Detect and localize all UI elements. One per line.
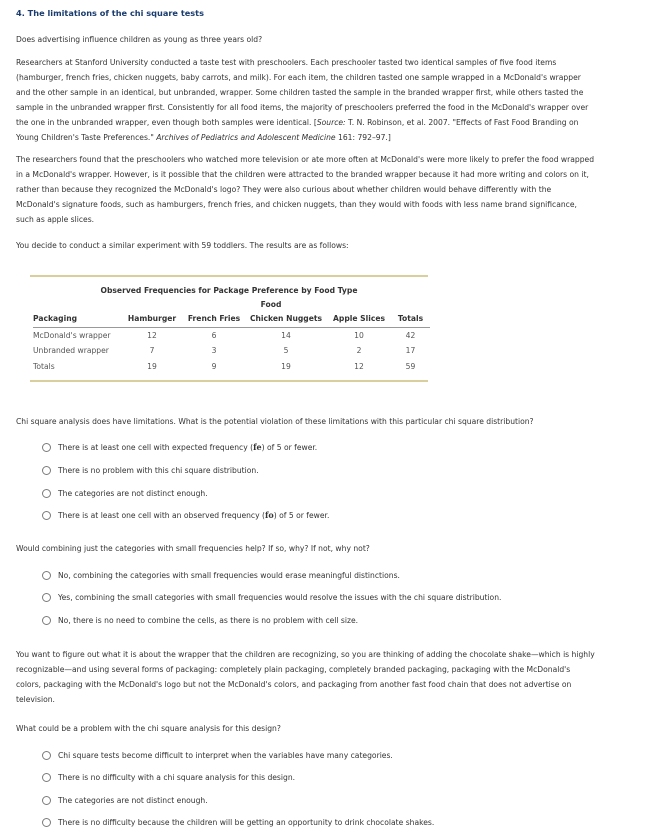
option-text: There is no difficulty because the children will be getting an opportunity to drink chocolate shakes.	[58, 817, 435, 827]
q1-option-3[interactable]	[42, 487, 208, 499]
radio-button[interactable]	[42, 751, 51, 760]
study-text: Researchers at Stanford University conducted a taste test with preschoolers. Each preschooler tasted two identical samples of five food items (hamburger, french fries, chicken nuggets, baby carrots, and milk). For each item, the children tasted one sample wrapped in a McDonald's wrapper and the other sample in an identical, but unbranded, wrapper. Some children tasted the sample in the branded wrapper first, while others tasted the sample in the unbranded wrapper first. Consistently for all food items, the majority of preschoolers preferred the food in the McDonald's wrapper over the one in the unbranded wrapper, even though both samples were identical. [	[16, 58, 589, 128]
table-cell: 7	[149, 346, 155, 356]
option-text: No, there is no need to combine the cells, as there is no problem with cell size.	[58, 615, 359, 625]
table-header-row	[33, 311, 430, 327]
option-text: The categories are not distinct enough.	[58, 795, 208, 805]
table-cell: 19	[147, 362, 157, 372]
table-group-label: Food	[260, 300, 282, 309]
table-cell: 6	[211, 330, 217, 340]
table-cell: 42	[405, 330, 416, 340]
q3-option-3[interactable]	[42, 794, 208, 806]
column-header: Apple Slices	[327, 311, 391, 327]
option-text: No, combining the categories with small frequencies would erase meaningful distinctions.	[58, 570, 400, 580]
source-text: T. N. Robinson, et al. 2007. "Effects of Fast Food Branding on Young Children's Taste Preferences."	[16, 118, 579, 143]
table-cell: 5	[283, 346, 289, 356]
question-3-prompt: What could be a problem with the chi square analysis for this design?	[16, 724, 281, 733]
radio-button[interactable]	[42, 796, 51, 805]
table-cell: 9	[211, 362, 217, 372]
table-title: Observed Frequencies for Package Preference by Food Type	[100, 286, 358, 295]
column-header: Packaging	[33, 311, 121, 327]
column-header: Totals	[391, 311, 430, 327]
table-row	[33, 343, 430, 359]
q2-option-1[interactable]	[42, 569, 400, 581]
q1-option-2[interactable]	[42, 464, 259, 476]
option-text: Yes, combining the small categories with small frequencies would resolve the issues with the chi square distribution.	[58, 592, 502, 602]
column-header: Chicken Nuggets	[245, 311, 327, 327]
radio-button[interactable]	[42, 466, 51, 475]
study-paragraph	[16, 55, 596, 146]
option-text: There is no problem with this chi square distribution.	[58, 465, 259, 475]
source-label: Source:	[316, 118, 346, 128]
option-text: The categories are not distinct enough.	[58, 488, 208, 498]
q2-option-3[interactable]	[42, 614, 358, 626]
q3-option-2[interactable]	[42, 771, 295, 783]
q1-option-4[interactable]	[42, 509, 329, 521]
table-row	[33, 359, 430, 375]
row-label: Totals	[33, 362, 55, 372]
table-row	[33, 327, 430, 343]
observed-frequency-symbol: fo	[264, 510, 274, 520]
radio-button[interactable]	[42, 511, 51, 520]
journal-name: Archives of Pediatrics and Adolescent Medicine	[156, 133, 336, 143]
q3-option-1[interactable]	[42, 749, 393, 761]
findings-paragraph: The researchers found that the preschoolers who watched more television or ate more often at McDonald's were more likely to prefer the food wrapped in a McDonald's wrapper. However, is it possible that the children were attracted to the branded wrapper because it had more writing and colors on it, rather than because they recognized the McDonald's logo? They were also curious about whether children would behave differently with the McDonald's signature foods, such as hamburgers, french fries, and chicken nuggets, than they would with foods with less name brand significance, such as apple slices.	[16, 155, 595, 225]
table-cell: 12	[354, 362, 364, 372]
source-end: 161: 792–97.]	[335, 133, 391, 143]
column-header: French Fries	[183, 311, 245, 327]
table-cell: 19	[281, 362, 291, 372]
question-2-prompt: Would combining just the categories with small frequencies help? If so, why? If not, why not?	[16, 544, 370, 553]
experiment-paragraph: You decide to conduct a similar experiment with 59 toddlers. The results are as follows:	[16, 241, 349, 250]
expected-frequency-symbol: fe	[253, 442, 262, 452]
option-text: There is no difficulty with a chi square analysis for this design.	[58, 772, 296, 782]
table-cell: 17	[405, 346, 416, 356]
radio-button[interactable]	[42, 818, 51, 827]
table-cell: 2	[356, 346, 362, 356]
row-label: Unbranded wrapper	[33, 346, 109, 356]
table-cell: 12	[147, 330, 157, 340]
table-cell: 3	[211, 346, 217, 356]
option-text: Chi square tests become difficult to interpret when the variables have many categories.	[58, 750, 393, 760]
column-header: Hamburger	[121, 311, 183, 327]
radio-button[interactable]	[42, 773, 51, 782]
design-paragraph: You want to figure out what it is about the wrapper that the children are recognizing, so you are thinking of adding the chocolate shake—which is highly recognizable—and using several forms of packaging: completely plain packaging, completely branded packaging, packaging with the McDonald's colors, packaging with the McDonald's logo but not the McDonald's colors, and packaging from another fast food chain that does not advertise on television.	[16, 650, 595, 705]
table-cell: 10	[354, 330, 364, 340]
table-cell: 59	[405, 362, 416, 372]
question-1-prompt: Chi square analysis does have limitations. What is the potential violation of these limitations with this particular chi square distribution?	[16, 417, 534, 426]
radio-button[interactable]	[42, 489, 51, 498]
row-label: McDonald's wrapper	[33, 330, 111, 340]
q1-option-1[interactable]	[42, 441, 317, 453]
q3-option-4[interactable]	[42, 816, 434, 828]
frequency-grid	[33, 311, 430, 374]
intro-question: Does advertising influence children as young as three years old?	[16, 35, 263, 44]
radio-button[interactable]	[42, 593, 51, 602]
frequency-table	[30, 275, 428, 382]
radio-button[interactable]	[42, 571, 51, 580]
radio-button[interactable]	[42, 443, 51, 452]
q2-option-2[interactable]	[42, 591, 501, 603]
table-cell: 14	[281, 330, 291, 340]
option-text: There is at least one cell with expected frequency (fe) of 5 or fewer.	[58, 442, 318, 452]
option-text: There is at least one cell with an observed frequency (fo) of 5 or fewer.	[58, 510, 330, 520]
question-title: 4. The limitations of the chi square tests	[16, 8, 204, 18]
radio-button[interactable]	[42, 616, 51, 625]
